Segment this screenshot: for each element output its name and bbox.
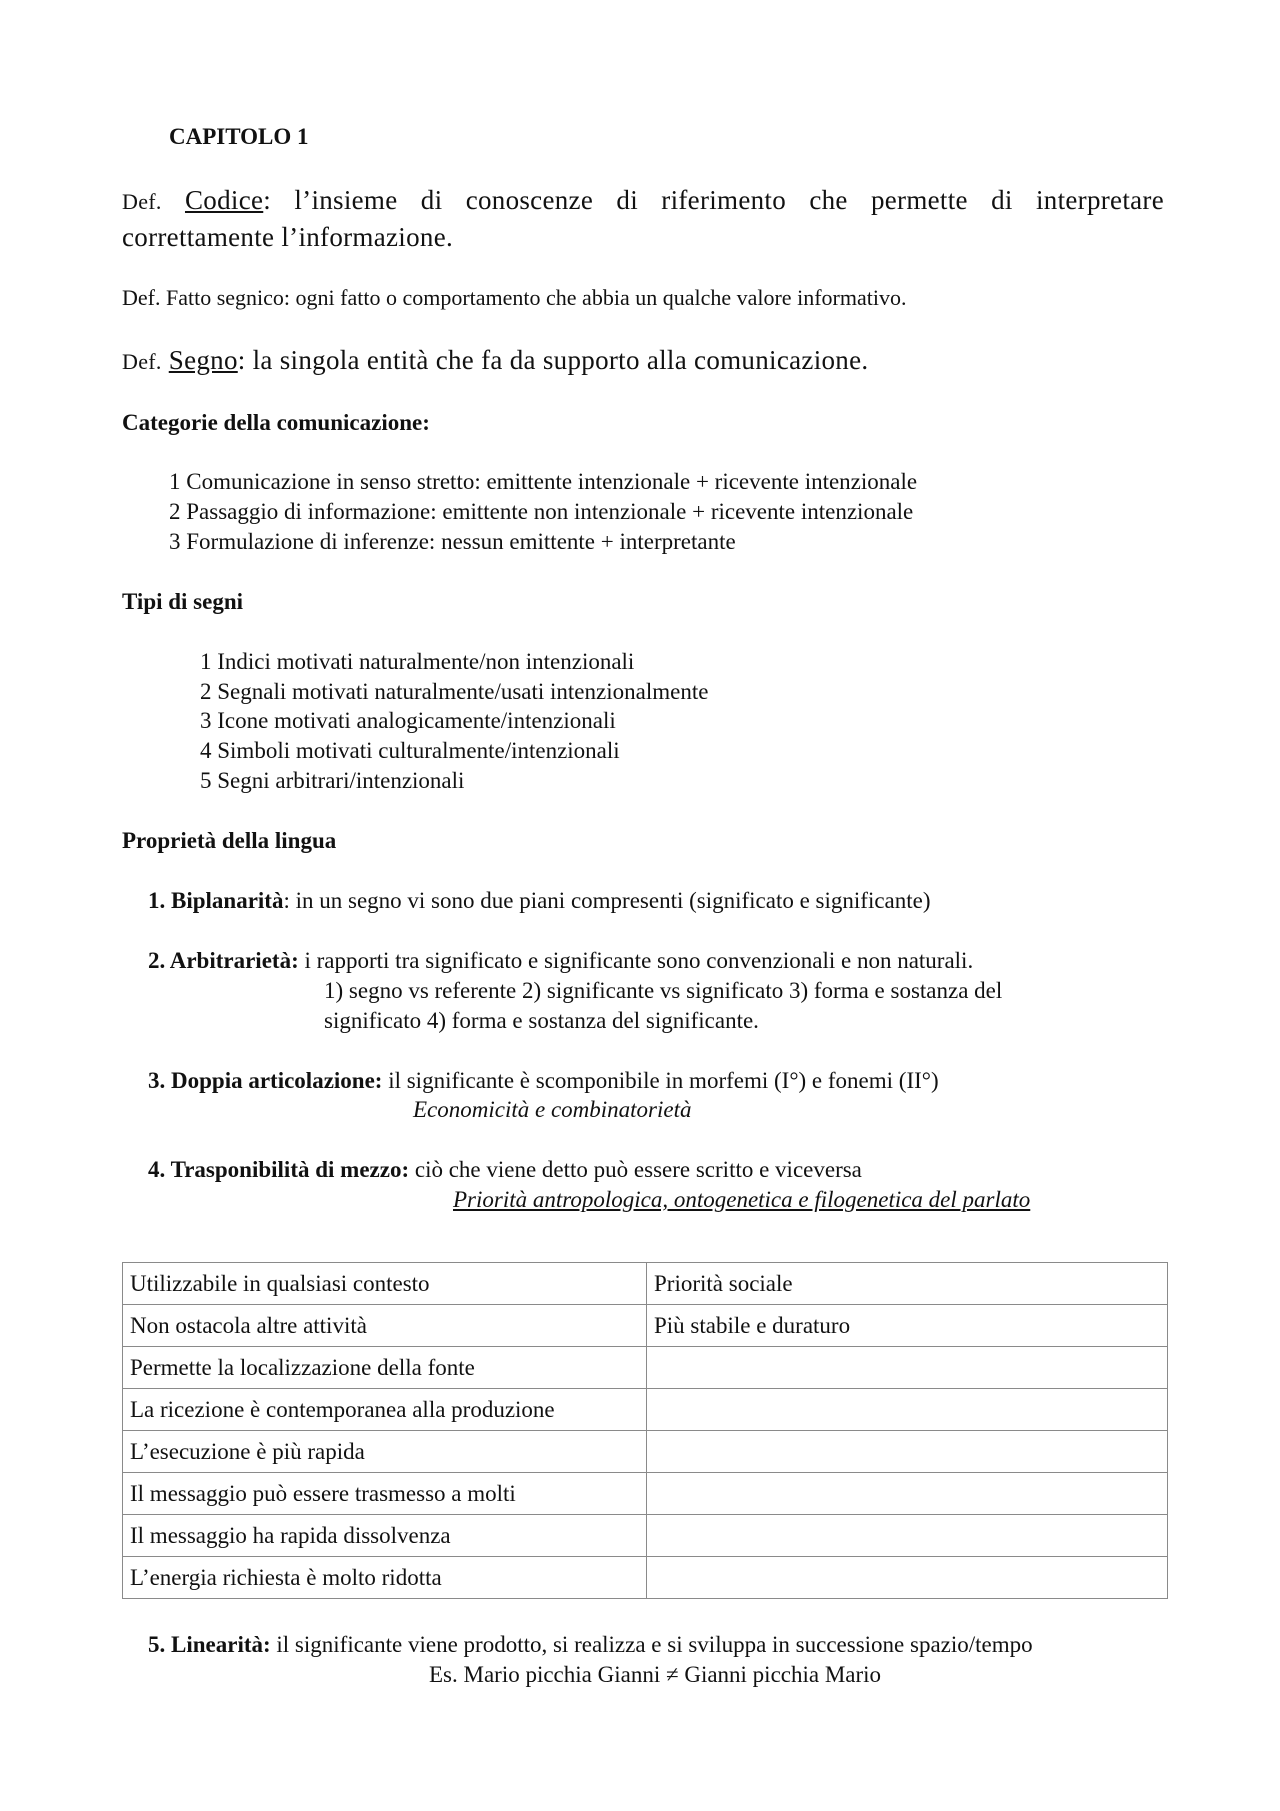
table-cell: Utilizzabile in qualsiasi contesto <box>123 1263 647 1305</box>
heading-proprieta: Proprietà della lingua <box>122 828 337 853</box>
proprieta-example: Es. Mario picchia Gianni ≠ Gianni picchia Mario <box>429 1662 882 1687</box>
categorie-item: 1 Comunicazione in senso stretto: emittente intenzionale + ricevente intenzionale <box>169 469 918 494</box>
proprieta-label: 3. Doppia articolazione: <box>148 1068 383 1093</box>
table-row <box>123 1389 1168 1431</box>
heading-categorie: Categorie della comunicazione: <box>122 410 430 435</box>
page-title: CAPITOLO 1 <box>169 124 309 149</box>
proprieta-label: 4. Trasponibilità di mezzo: <box>148 1157 410 1182</box>
table-cell <box>647 1431 1168 1473</box>
proprieta-note: Priorità antropologica, ontogenetica e filogenetica del parlato <box>453 1187 1031 1212</box>
table-cell <box>647 1347 1168 1389</box>
proprieta-trasponibilita <box>148 1157 862 1183</box>
table-row <box>123 1557 1168 1599</box>
tipi-item: 3 Icone motivati analogicamente/intenzionali <box>200 708 616 733</box>
def-codice-line1 <box>122 185 1164 216</box>
def-segno-text: : la singola entità che fa da supporto alla comunicazione. <box>237 345 869 375</box>
tipi-item: 5 Segni arbitrari/intenzionali <box>200 768 465 793</box>
def-prefix: Def. <box>122 285 161 310</box>
table-row <box>123 1305 1168 1347</box>
table-row <box>123 1431 1168 1473</box>
tipi-item: 2 Segnali motivati naturalmente/usati intenzionalmente <box>200 679 709 704</box>
table-row <box>123 1263 1168 1305</box>
tipi-item: 4 Simboli motivati culturalmente/intenzionali <box>200 738 620 763</box>
def-term-fatto-segnico: Fatto segnico <box>165 285 284 310</box>
categorie-item: 3 Formulazione di inferenze: nessun emittente + interpretante <box>169 529 736 554</box>
table-cell: Il messaggio ha rapida dissolvenza <box>123 1515 647 1557</box>
def-codice-text: : l’insieme di conoscenze di riferimento che permette di interpretare <box>263 185 1164 215</box>
table-cell: Il messaggio può essere trasmesso a molti <box>123 1473 647 1515</box>
def-segno <box>122 345 868 376</box>
proprieta-text: i rapporti tra significato e significante sono convenzionali e non naturali. <box>298 948 974 973</box>
proprieta-note: Economicità e combinatorietà <box>413 1097 692 1122</box>
def-term-segno: Segno <box>168 345 238 375</box>
def-term-codice: Codice <box>184 185 264 215</box>
def-prefix: Def. <box>122 189 162 214</box>
categorie-item: 2 Passaggio di informazione: emittente non intenzionale + ricevente intenzionale <box>169 499 914 524</box>
heading-tipi-di-segni: Tipi di segni <box>122 589 244 614</box>
comparison-table <box>122 1262 1168 1599</box>
proprieta-text: il significante è scomponibile in morfemi (I°) e fonemi (II°) <box>382 1068 939 1093</box>
table-cell: La ricezione è contemporanea alla produzione <box>123 1389 647 1431</box>
table-cell: Non ostacola altre attività <box>123 1305 647 1347</box>
table-cell <box>647 1389 1168 1431</box>
proprieta-biplanarita <box>148 888 931 914</box>
def-fatto-segnico <box>122 285 906 311</box>
proprieta-label: 2. Arbitrarietà: <box>148 948 299 973</box>
table-cell: Priorità sociale <box>647 1263 1168 1305</box>
proprieta-text: ciò che viene detto può essere scritto e viceversa <box>409 1157 862 1182</box>
def-prefix: Def. <box>122 349 162 374</box>
proprieta-arbitrarieta-sub: 1) segno vs referente 2) significante vs significato 3) forma e sostanza del <box>324 978 1003 1003</box>
table-cell: L’esecuzione è più rapida <box>123 1431 647 1473</box>
table-cell: Permette la localizzazione della fonte <box>123 1347 647 1389</box>
tipi-item: 1 Indici motivati naturalmente/non intenzionali <box>200 649 635 674</box>
table-cell <box>647 1557 1168 1599</box>
table-row <box>123 1347 1168 1389</box>
proprieta-arbitrarieta-sub: significato 4) forma e sostanza del significante. <box>324 1008 759 1033</box>
proprieta-doppia-articolazione <box>148 1068 939 1094</box>
table-cell <box>647 1473 1168 1515</box>
proprieta-arbitrarieta <box>148 948 973 974</box>
table-row <box>123 1473 1168 1515</box>
def-codice-line2: correttamente l’informazione. <box>122 222 454 252</box>
proprieta-label: 1. Biplanarità <box>148 888 284 913</box>
table-row <box>123 1515 1168 1557</box>
table-cell: L’energia richiesta è molto ridotta <box>123 1557 647 1599</box>
proprieta-text: il significante viene prodotto, si realizza e si sviluppa in successione spazio/tempo <box>270 1632 1033 1657</box>
table-cell: Più stabile e duraturo <box>647 1305 1168 1347</box>
table-cell <box>647 1515 1168 1557</box>
proprieta-label: 5. Linearità: <box>148 1632 271 1657</box>
proprieta-linearita <box>148 1632 1033 1658</box>
proprieta-text: : in un segno vi sono due piani compresenti (significato e significante) <box>283 888 931 913</box>
def-fatto-segnico-text: : ogni fatto o comportamento che abbia un qualche valore informativo. <box>283 285 907 310</box>
